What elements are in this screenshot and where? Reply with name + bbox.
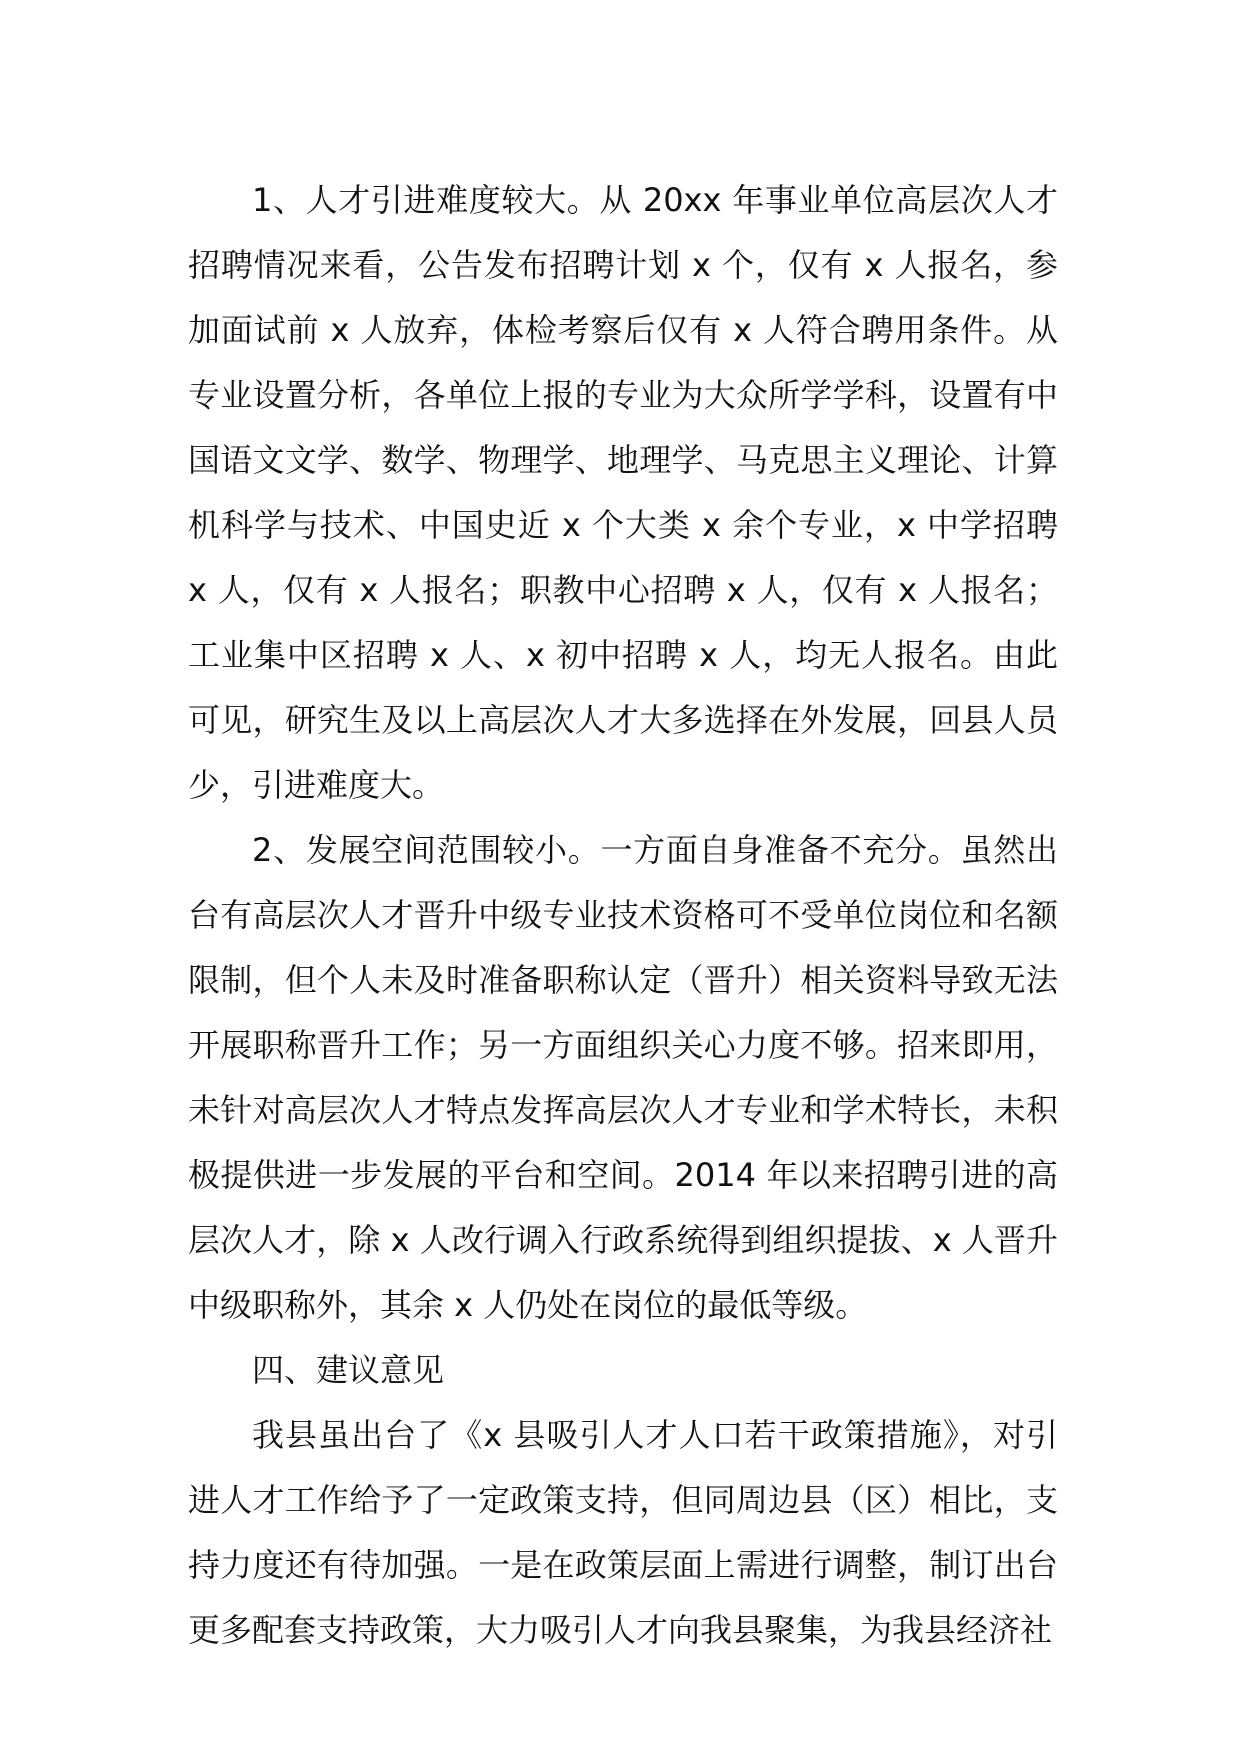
paragraph-suggestions: 我县虽出台了《x 县吸引人才人口若干政策措施》，对引进人才工作给予了一定政策支持，但同周边县（区）相比，支持力度还有待加强。一是在政策层面上需进行调整，制订出台更多配套支持政策，大力吸引人才向我县聚集，为我县经济社 bbox=[188, 1416, 1058, 1649]
section-heading-suggestions: 四、建议意见 bbox=[252, 1351, 445, 1389]
document-body bbox=[188, 168, 1058, 1663]
paragraph-development-space: 2、发展空间范围较小。一方面自身准备不充分。虽然出台有高层次人才晋升中级专业技术资格可不受单位岗位和名额限制，但个人未及时准备职称认定（晋升）相关资料导致无法开展职称晋升工作；另一方面组织关心力度不够。招来即用，未针对高层次人才特点发挥高层次人才专业和学术特长，未积极提供进一步发展的平台和空间。2014 年以来招聘引进的高层次人才，除 x 人改行调入行政系统得到组织提拔、x 人晋升中级职称外，其余 x 人仍处在岗位的最低等级。 bbox=[188, 831, 1058, 1324]
paragraph-talent-introduction: 1、人才引进难度较大。从 20xx 年事业单位高层次人才招聘情况来看，公告发布招聘计划 x 个，仅有 x 人报名，参加面试前 x 人放弃，体检考察后仅有 x 人符合聘用条件。从专业设置分析，各单位上报的专业为大众所学学科，设置有中国语文文学、数学、物理学、地理学、马克思主义理论、计算机科学与技术、中国史近 x 个大类 x 余个专业，x 中学招聘 x 人，仅有 x 人报名；职教中心招聘 x 人，仅有 x 人报名；工业集中区招聘 x 人、x 初中招聘 x 人，均无人报名。由此可见，研究生及以上高层次人才大多选择在外发展，回县人员少，引进难度大。 bbox=[188, 181, 1058, 804]
